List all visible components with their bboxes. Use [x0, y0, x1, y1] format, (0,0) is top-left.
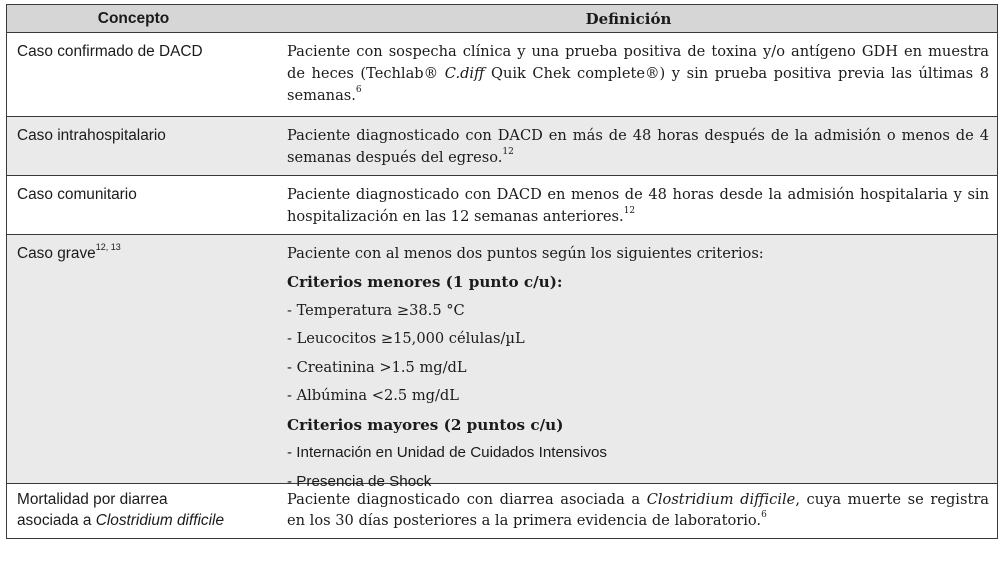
table-row	[7, 116, 997, 175]
footnote-ref: 6	[355, 85, 362, 96]
major-criterion: - Internación en Unidad de Cuidados Intensivos	[287, 444, 607, 461]
concept-cell: Caso grave$^{12, 13}$	[17, 241, 121, 262]
footnote-ref: 12	[502, 147, 514, 158]
concept-cell: Caso intrahospitalario	[17, 127, 166, 144]
definition-cell: Paciente con sospecha clínica y una prueba positiva de toxina y/o antígeno GDH en muestra de heces (Techlab® C.diff Quik Chek complete®) y sin prueba positiva previa las últimas 8 semanas.$^6$	[287, 43, 989, 104]
header-definition: Definición	[585, 9, 672, 28]
definition-cell: Paciente diagnosticado con diarrea asociada a Clostridium difficile, cuya muerte se registra en los 30 días posteriores a la primera evidencia de laboratorio.$^6$	[287, 491, 989, 529]
table-row	[7, 483, 997, 538]
definitions-table	[6, 4, 998, 539]
footnote-ref: 12	[623, 206, 636, 217]
minor-criterion: - Albúmina <2.5 mg/dL	[287, 387, 459, 404]
table-row	[7, 175, 997, 234]
minor-criterion: - Creatinina >1.5 mg/dL	[287, 358, 467, 376]
definition-cell: Paciente diagnosticado con DACD en más de 48 horas después de la admisión o menos de 4 semanas después del egreso.$^{12}$	[287, 127, 989, 166]
major-criterion: - Presencia de Shock	[287, 472, 432, 490]
definition-cell	[260, 235, 997, 490]
minor-criterion: - Temperatura ≥38.5 °C	[287, 301, 465, 319]
concept-cell: Mortalidad por diarrea asociada a Clostridium difficile	[17, 491, 225, 529]
table-row	[7, 32, 997, 116]
header-concept: Concepto	[97, 9, 170, 27]
footnote-ref: 12, 13	[95, 241, 121, 252]
definition-cell: Paciente diagnosticado con DACD en menos de 48 horas desde la admisión hospitalaria y sin hospitalización en las 12 semanas anteriores.$^{12}$	[287, 186, 989, 225]
concept-cell: Caso confirmado de DACD	[17, 43, 203, 60]
criteria-intro: Paciente con al menos dos puntos según los siguientes criterios:	[287, 245, 764, 262]
table-header-row	[7, 5, 997, 32]
minor-criterion: - Leucocitos ≥15,000 células/µL	[287, 330, 525, 347]
minor-criteria-heading: Criterios menores (1 punto c/u):	[287, 273, 563, 291]
footnote-ref: 6	[761, 510, 767, 521]
table-row	[7, 234, 997, 490]
major-criteria-heading: Criterios mayores (2 puntos c/u)	[287, 415, 564, 434]
concept-cell: Caso comunitario	[17, 186, 137, 203]
